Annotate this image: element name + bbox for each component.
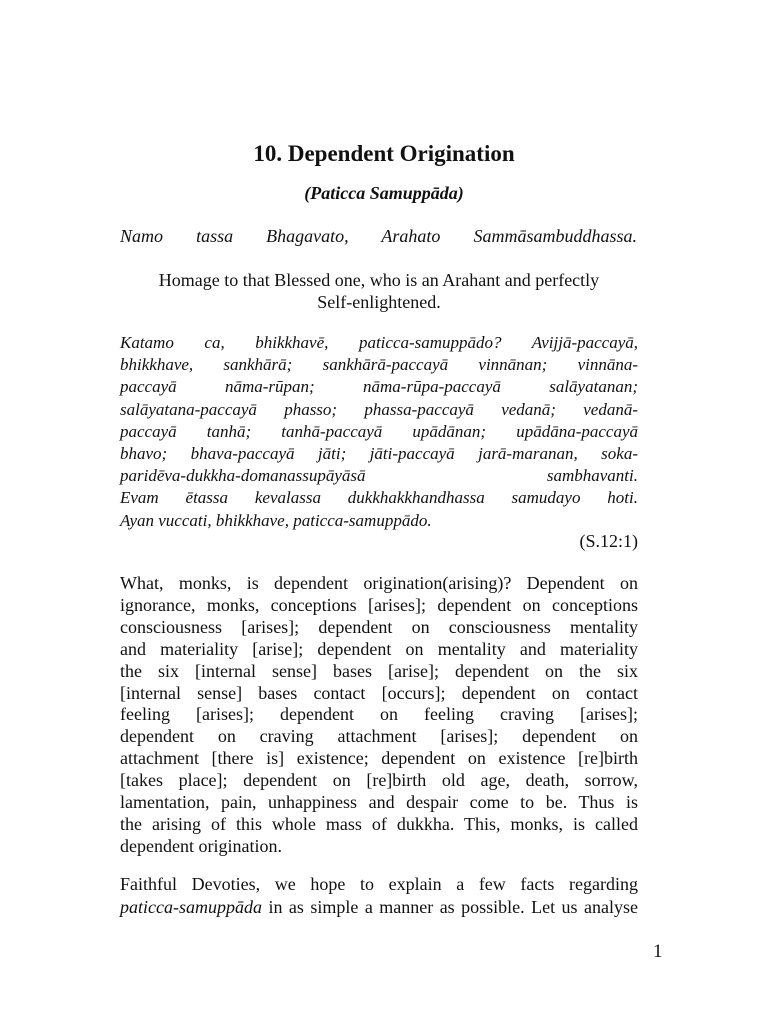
chapter-subtitle: (Paticca Samuppāda): [304, 183, 464, 203]
homage-line-2: Self-enlightened.: [317, 292, 441, 312]
pali-line: bhavo; bhava-paccayā jāti; jāti-paccayā jarā-maranan, soka-: [120, 444, 638, 464]
body-line: [120, 896, 638, 919]
translation-line: dependent origination.: [120, 835, 282, 856]
translation-line: dependent on craving attachment [arises]; dependent on: [120, 726, 638, 747]
pali-line: bhikkhave, sankhārā; sankhārā-paccayā vinnānan; vinnāna-: [120, 355, 638, 375]
translation-line: lamentation, pain, unhappiness and despair come to be. Thus is: [120, 792, 638, 813]
translation-line: the six [internal sense] bases [arise]; dependent on the six: [120, 660, 638, 681]
pali-line: paccayā tanhā; tanhā-paccayā upādānan; upādāna-paccayā: [120, 421, 638, 441]
citation: (S.12:1): [579, 531, 638, 551]
homage-line-1: Homage to that Blessed one, who is an Arahant and perfectly: [158, 270, 600, 290]
term-paticca-samuppada: paticca-samuppāda: [120, 896, 262, 917]
pali-passage: [120, 332, 638, 532]
translation-line: the arising of this whole mass of dukkha. This, monks, is called: [120, 813, 638, 834]
translation-line: consciousness [arises]; dependent on consciousness mentality: [120, 616, 638, 637]
pali-line: Katamo ca, bhikkhavē, paticca-samuppādo? Avijjā-paccayā,: [120, 333, 638, 352]
pali-line: Ayan vuccati, bhikkhave, paticca-samuppādo.: [120, 510, 432, 530]
pali-line: Evam ētassa kevalassa dukkhakkhandhassa samudayo hoti.: [120, 488, 638, 508]
translation-line: What, monks, is dependent origination(arising)? Dependent on: [120, 573, 638, 593]
pali-line: paccayā nāma-rūpan; nāma-rūpa-paccayā salāyatanan;: [120, 377, 638, 397]
invocation-line: Namo tassa Bhagavato, Arahato Sammāsambuddhassa.: [120, 226, 637, 246]
translation-line: ignorance, monks, conceptions [arises]; dependent on conceptions: [120, 594, 638, 615]
body-line-2-rest: in as simple a manner as possible. Let us analyse: [261, 896, 638, 917]
homage-text: [110, 269, 648, 313]
body-paragraph: [120, 873, 638, 918]
translation-line: and materiality [arise]; dependent on mentality and materiality: [120, 638, 638, 659]
english-translation: [120, 573, 638, 858]
translation-line: feeling [arises]; dependent on feeling craving [arises];: [120, 704, 638, 725]
chapter-title: 10. Dependent Origination: [253, 141, 515, 166]
pali-line: salāyatana-paccayā phasso; phassa-paccayā vedanā; vedanā-: [120, 399, 638, 419]
page-number: 1: [653, 941, 663, 962]
pali-line: paridēva-dukkha-domanassupāyāsā sambhavanti.: [120, 466, 638, 486]
body-line-1-text: Faithful Devoties, we hope to explain a few facts regarding: [120, 874, 638, 894]
body-line: [120, 873, 638, 896]
translation-line: attachment [there is] existence; dependent on existence [re]birth: [120, 748, 638, 769]
translation-line: [takes place]; dependent on [re]birth old age, death, sorrow,: [120, 770, 638, 791]
translation-line: [internal sense] bases contact [occurs]; dependent on contact: [120, 682, 638, 703]
